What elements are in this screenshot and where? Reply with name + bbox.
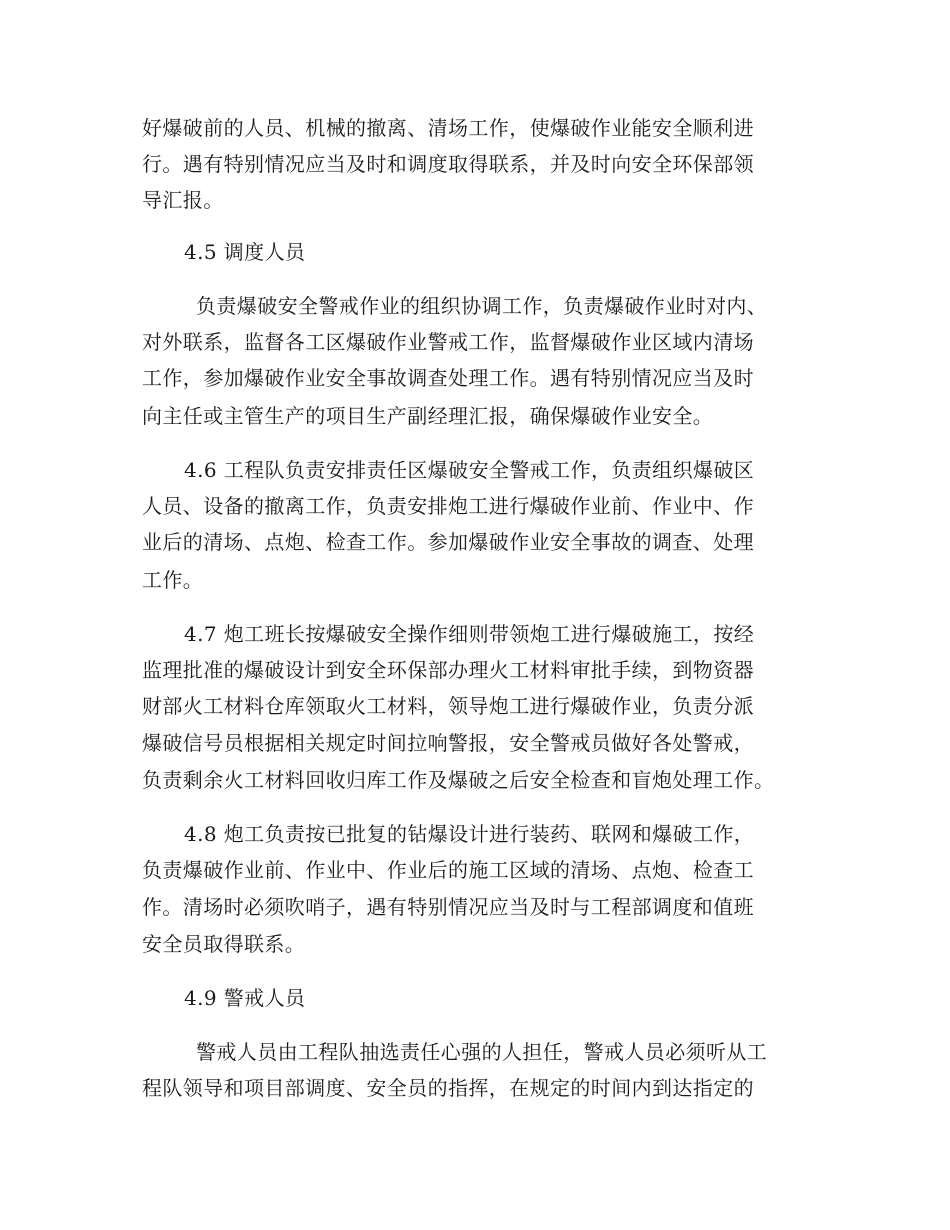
paragraph-line: 工作。: [142, 568, 204, 592]
paragraph-line: 警戒人员由工程队抽选责任心强的人担任，警戒人员必须听从工: [196, 1040, 768, 1064]
paragraph-line: 爆破信号员根据相关规定时间拉响警报，安全警戒员做好各处警戒，: [142, 731, 754, 755]
paragraph-line: 向主任或主管生产的项目生产副经理汇报，确保爆破作业安全。: [142, 404, 714, 428]
paragraph-line: 业后的清场、点炮、检查工作。参加爆破作业安全事故的调查、处理: [142, 530, 754, 554]
paragraph-line: 工作，参加爆破作业安全事故调查处理工作。遇有特别情况应当及时: [142, 366, 754, 390]
paragraph-line: 安全员取得联系。: [142, 932, 306, 956]
paragraph-line: 行。遇有特别情况应当及时和调度取得联系，并及时向安全环保部领: [142, 152, 754, 176]
paragraph-line: 4.6 工程队负责安排责任区爆破安全警戒工作，负责组织爆破区: [184, 458, 755, 482]
paragraph-line: 导汇报。: [142, 188, 224, 212]
section-heading: 4.5 调度人员: [184, 240, 306, 264]
paragraph-line: 负责爆破作业前、作业中、作业后的施工区域的清场、点炮、检查工: [142, 858, 754, 882]
paragraph-line: 4.7 炮工班长按爆破安全操作细则带领炮工进行爆破施工，按经: [184, 622, 755, 646]
paragraph-line: 对外联系，监督各工区爆破作业警戒工作，监督爆破作业区域内清场: [142, 330, 754, 354]
paragraph-line: 负责爆破安全警戒作业的组织协调工作，负责爆破作业时对内、: [196, 294, 768, 318]
paragraph-line: 负责剩余火工材料回收归库工作及爆破之后安全检查和盲炮处理工作。: [142, 768, 775, 792]
paragraph-line: 人员、设备的撤离工作，负责安排炮工进行爆破作业前、作业中、作: [142, 494, 754, 518]
section-heading: 4.9 警戒人员: [184, 986, 306, 1010]
paragraph-line: 财部火工材料仓库领取火工材料，领导炮工进行爆破作业，负责分派: [142, 694, 754, 718]
paragraph-line: 4.8 炮工负责按已批复的钻爆设计进行装药、联网和爆破工作，: [184, 822, 755, 846]
paragraph-line: 好爆破前的人员、机械的撤离、清场工作，使爆破作业能安全顺利进: [142, 116, 754, 140]
paragraph-line: 监理批准的爆破设计到安全环保部办理火工材料审批手续，到物资器: [142, 658, 754, 682]
paragraph-line: 程队领导和项目部调度、安全员的指挥，在规定的时间内到达指定的: [142, 1076, 754, 1100]
paragraph-line: 作。清场时必须吹哨子，遇有特别情况应当及时与工程部调度和值班: [142, 895, 754, 919]
